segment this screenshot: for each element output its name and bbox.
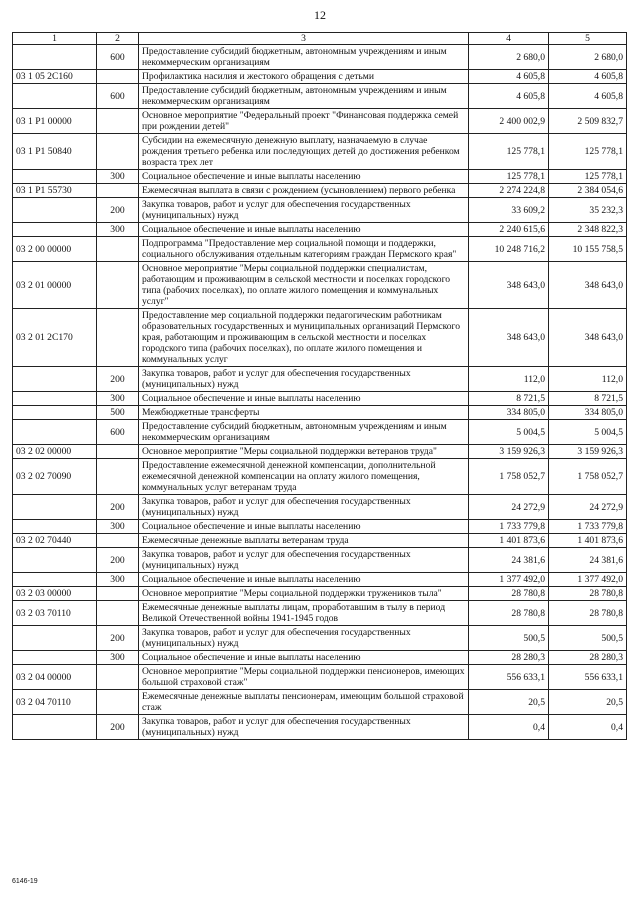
table-row xyxy=(13,223,627,237)
item-name: Социальное обеспечение и иные выплаты населению xyxy=(139,392,469,406)
expense-type-code: 200 xyxy=(97,626,139,651)
table-row xyxy=(13,548,627,573)
target-article-code xyxy=(13,84,97,109)
target-article-code xyxy=(13,420,97,445)
table-row xyxy=(13,573,627,587)
amount-year-2: 3 159 926,3 xyxy=(549,445,627,459)
item-name: Социальное обеспечение и иные выплаты населению xyxy=(139,573,469,587)
amount-year-2: 24 381,6 xyxy=(549,548,627,573)
amount-year-2: 28 780,8 xyxy=(549,587,627,601)
target-article-code: 03 2 03 00000 xyxy=(13,587,97,601)
expense-type-code: 300 xyxy=(97,520,139,534)
table-row xyxy=(13,309,627,367)
amount-year-1: 2 400 002,9 xyxy=(469,109,549,134)
amount-year-1: 348 643,0 xyxy=(469,309,549,367)
amount-year-1: 4 605,8 xyxy=(469,70,549,84)
expense-type-code xyxy=(97,690,139,715)
target-article-code xyxy=(13,392,97,406)
table-row xyxy=(13,651,627,665)
target-article-code: 03 2 04 70110 xyxy=(13,690,97,715)
table-body xyxy=(13,45,627,740)
table-header-row xyxy=(13,33,627,45)
item-name: Предоставление субсидий бюджетным, автономным учреждениям и иным некоммерческим организациям xyxy=(139,45,469,70)
amount-year-2: 24 272,9 xyxy=(549,495,627,520)
amount-year-2: 28 780,8 xyxy=(549,601,627,626)
target-article-code: 03 2 00 00000 xyxy=(13,237,97,262)
table-row xyxy=(13,715,627,740)
amount-year-1: 556 633,1 xyxy=(469,665,549,690)
item-name: Ежемесячная выплата в связи с рождением (усыновлением) первого ребенка xyxy=(139,184,469,198)
table-row xyxy=(13,459,627,495)
item-name: Основное мероприятие "Федеральный проект "Финансовая поддержка семей при рождении детей" xyxy=(139,109,469,134)
item-name: Субсидии на ежемесячную денежную выплату, назначаемую в случае рождения третьего ребенка или последующих детей до достижения ребенком возраста трех лет xyxy=(139,134,469,170)
amount-year-2: 125 778,1 xyxy=(549,134,627,170)
target-article-code: 03 2 02 00000 xyxy=(13,445,97,459)
expense-type-code xyxy=(97,134,139,170)
expense-type-code xyxy=(97,534,139,548)
amount-year-2: 10 155 758,5 xyxy=(549,237,627,262)
item-name: Предоставление ежемесячной денежной компенсации, дополнительной ежемесячной денежной компенсации на оплату жилого помещения, коммунальных услуг ветеранам труда xyxy=(139,459,469,495)
table-row xyxy=(13,237,627,262)
column-header: 5 xyxy=(549,33,627,45)
table-row xyxy=(13,520,627,534)
target-article-code: 03 1 P1 00000 xyxy=(13,109,97,134)
item-name: Основное мероприятие "Меры социальной поддержки пенсионеров, имеющих большой страховой стаж" xyxy=(139,665,469,690)
amount-year-2: 348 643,0 xyxy=(549,309,627,367)
amount-year-2: 0,4 xyxy=(549,715,627,740)
table-row xyxy=(13,587,627,601)
item-name: Предоставление субсидий бюджетным, автономным учреждениям и иным некоммерческим организациям xyxy=(139,84,469,109)
item-name: Закупка товаров, работ и услуг для обеспечения государственных (муниципальных) нужд xyxy=(139,715,469,740)
target-article-code: 03 2 01 2С170 xyxy=(13,309,97,367)
amount-year-2: 4 605,8 xyxy=(549,84,627,109)
table-row xyxy=(13,690,627,715)
table-row xyxy=(13,420,627,445)
expense-type-code: 300 xyxy=(97,573,139,587)
target-article-code xyxy=(13,651,97,665)
target-article-code: 03 2 04 00000 xyxy=(13,665,97,690)
expense-type-code: 200 xyxy=(97,715,139,740)
target-article-code xyxy=(13,548,97,573)
amount-year-2: 1 377 492,0 xyxy=(549,573,627,587)
amount-year-1: 28 280,3 xyxy=(469,651,549,665)
footer-code: 6146-19 xyxy=(12,878,38,885)
amount-year-2: 28 280,3 xyxy=(549,651,627,665)
table-row xyxy=(13,184,627,198)
table-row xyxy=(13,70,627,84)
target-article-code xyxy=(13,198,97,223)
item-name: Закупка товаров, работ и услуг для обеспечения государственных (муниципальных) нужд xyxy=(139,495,469,520)
amount-year-1: 1 758 052,7 xyxy=(469,459,549,495)
item-name: Закупка товаров, работ и услуг для обеспечения государственных (муниципальных) нужд xyxy=(139,198,469,223)
target-article-code xyxy=(13,367,97,392)
table-row xyxy=(13,445,627,459)
amount-year-1: 2 680,0 xyxy=(469,45,549,70)
amount-year-2: 125 778,1 xyxy=(549,170,627,184)
target-article-code xyxy=(13,170,97,184)
amount-year-2: 2 680,0 xyxy=(549,45,627,70)
item-name: Ежемесячные денежные выплаты ветеранам труда xyxy=(139,534,469,548)
expense-type-code xyxy=(97,309,139,367)
column-header: 4 xyxy=(469,33,549,45)
amount-year-1: 24 272,9 xyxy=(469,495,549,520)
column-header: 2 xyxy=(97,33,139,45)
amount-year-2: 1 733 779,8 xyxy=(549,520,627,534)
amount-year-2: 20,5 xyxy=(549,690,627,715)
amount-year-2: 556 633,1 xyxy=(549,665,627,690)
expense-type-code: 200 xyxy=(97,198,139,223)
table-row xyxy=(13,170,627,184)
item-name: Ежемесячные денежные выплаты лицам, проработавшим в тылу в период Великой Отечественной войны 1941-1945 годов xyxy=(139,601,469,626)
expense-type-code: 300 xyxy=(97,651,139,665)
amount-year-1: 20,5 xyxy=(469,690,549,715)
amount-year-1: 125 778,1 xyxy=(469,170,549,184)
item-name: Основное мероприятие "Меры социальной поддержки специалистам, работающим и проживающим в сельской местности и поселках городского типа (рабочих поселках), по оплате жилого помещения и коммунальных услуг" xyxy=(139,262,469,309)
amount-year-2: 1 401 873,6 xyxy=(549,534,627,548)
table-row xyxy=(13,84,627,109)
table-row xyxy=(13,392,627,406)
amount-year-1: 3 159 926,3 xyxy=(469,445,549,459)
amount-year-2: 500,5 xyxy=(549,626,627,651)
amount-year-2: 2 509 832,7 xyxy=(549,109,627,134)
item-name: Социальное обеспечение и иные выплаты населению xyxy=(139,223,469,237)
amount-year-1: 4 605,8 xyxy=(469,84,549,109)
item-name: Ежемесячные денежные выплаты пенсионерам, имеющим большой страховой стаж xyxy=(139,690,469,715)
amount-year-2: 348 643,0 xyxy=(549,262,627,309)
table-row xyxy=(13,367,627,392)
table-row xyxy=(13,134,627,170)
expense-type-code: 200 xyxy=(97,548,139,573)
item-name: Подпрограмма "Предоставление мер социальной помощи и поддержки, социального обслуживания отдельным категориям граждан Пермского края" xyxy=(139,237,469,262)
item-name: Социальное обеспечение и иные выплаты населению xyxy=(139,170,469,184)
target-article-code: 03 2 03 70110 xyxy=(13,601,97,626)
item-name: Предоставление субсидий бюджетным, автономным учреждениям и иным некоммерческим организациям xyxy=(139,420,469,445)
target-article-code xyxy=(13,406,97,420)
expense-type-code: 300 xyxy=(97,223,139,237)
table-row xyxy=(13,262,627,309)
target-article-code xyxy=(13,495,97,520)
amount-year-1: 33 609,2 xyxy=(469,198,549,223)
amount-year-1: 2 274 224,8 xyxy=(469,184,549,198)
amount-year-2: 2 348 822,3 xyxy=(549,223,627,237)
target-article-code: 03 1 P1 50840 xyxy=(13,134,97,170)
target-article-code xyxy=(13,223,97,237)
table-row xyxy=(13,109,627,134)
table-row xyxy=(13,601,627,626)
expense-type-code xyxy=(97,262,139,309)
expense-type-code: 600 xyxy=(97,420,139,445)
item-name: Профилактика насилия и жестокого обращения с детьми xyxy=(139,70,469,84)
expense-type-code: 200 xyxy=(97,367,139,392)
table-row xyxy=(13,495,627,520)
amount-year-1: 125 778,1 xyxy=(469,134,549,170)
expense-type-code: 600 xyxy=(97,45,139,70)
amount-year-2: 35 232,3 xyxy=(549,198,627,223)
item-name: Социальное обеспечение и иные выплаты населению xyxy=(139,520,469,534)
amount-year-1: 0,4 xyxy=(469,715,549,740)
expense-type-code: 600 xyxy=(97,84,139,109)
expense-type-code xyxy=(97,184,139,198)
target-article-code: 03 1 05 2С160 xyxy=(13,70,97,84)
amount-year-1: 112,0 xyxy=(469,367,549,392)
item-name: Закупка товаров, работ и услуг для обеспечения государственных (муниципальных) нужд xyxy=(139,626,469,651)
table-row xyxy=(13,45,627,70)
amount-year-1: 334 805,0 xyxy=(469,406,549,420)
target-article-code xyxy=(13,573,97,587)
expense-type-code xyxy=(97,459,139,495)
item-name: Предоставление мер социальной поддержки педагогическим работникам образовательных государственных и муниципальных организаций Пермского края, работающим и проживающим в сельской местности и поселках городского типа (рабочих поселках), по оплате жилого помещения и коммунальных услуг xyxy=(139,309,469,367)
table-row xyxy=(13,406,627,420)
amount-year-2: 1 758 052,7 xyxy=(549,459,627,495)
budget-table xyxy=(12,32,627,740)
amount-year-1: 28 780,8 xyxy=(469,601,549,626)
table-row xyxy=(13,534,627,548)
amount-year-1: 1 377 492,0 xyxy=(469,573,549,587)
expense-type-code: 500 xyxy=(97,406,139,420)
target-article-code xyxy=(13,520,97,534)
expense-type-code xyxy=(97,601,139,626)
amount-year-2: 4 605,8 xyxy=(549,70,627,84)
column-header: 1 xyxy=(13,33,97,45)
item-name: Основное мероприятие "Меры социальной поддержки ветеранов труда" xyxy=(139,445,469,459)
amount-year-2: 112,0 xyxy=(549,367,627,392)
expense-type-code xyxy=(97,70,139,84)
target-article-code: 03 2 01 00000 xyxy=(13,262,97,309)
item-name: Социальное обеспечение и иные выплаты населению xyxy=(139,651,469,665)
amount-year-1: 1 401 873,6 xyxy=(469,534,549,548)
expense-type-code xyxy=(97,445,139,459)
amount-year-1: 500,5 xyxy=(469,626,549,651)
target-article-code xyxy=(13,715,97,740)
amount-year-1: 348 643,0 xyxy=(469,262,549,309)
expense-type-code xyxy=(97,587,139,601)
amount-year-1: 28 780,8 xyxy=(469,587,549,601)
column-header: 3 xyxy=(139,33,469,45)
expense-type-code xyxy=(97,665,139,690)
expense-type-code xyxy=(97,237,139,262)
table-row xyxy=(13,665,627,690)
item-name: Закупка товаров, работ и услуг для обеспечения государственных (муниципальных) нужд xyxy=(139,367,469,392)
expense-type-code: 200 xyxy=(97,495,139,520)
amount-year-2: 5 004,5 xyxy=(549,420,627,445)
page-number: 12 xyxy=(314,8,326,22)
amount-year-2: 334 805,0 xyxy=(549,406,627,420)
table-row xyxy=(13,626,627,651)
amount-year-1: 8 721,5 xyxy=(469,392,549,406)
table-row xyxy=(13,198,627,223)
target-article-code xyxy=(13,45,97,70)
target-article-code: 03 1 P1 55730 xyxy=(13,184,97,198)
expense-type-code: 300 xyxy=(97,392,139,406)
amount-year-2: 8 721,5 xyxy=(549,392,627,406)
item-name: Межбюджетные трансферты xyxy=(139,406,469,420)
target-article-code: 03 2 02 70440 xyxy=(13,534,97,548)
target-article-code: 03 2 02 70090 xyxy=(13,459,97,495)
amount-year-2: 2 384 054,6 xyxy=(549,184,627,198)
item-name: Закупка товаров, работ и услуг для обеспечения государственных (муниципальных) нужд xyxy=(139,548,469,573)
expense-type-code xyxy=(97,109,139,134)
amount-year-1: 5 004,5 xyxy=(469,420,549,445)
target-article-code xyxy=(13,626,97,651)
amount-year-1: 24 381,6 xyxy=(469,548,549,573)
amount-year-1: 2 240 615,6 xyxy=(469,223,549,237)
amount-year-1: 1 733 779,8 xyxy=(469,520,549,534)
item-name: Основное мероприятие "Меры социальной поддержки тружеников тыла" xyxy=(139,587,469,601)
expense-type-code: 300 xyxy=(97,170,139,184)
amount-year-1: 10 248 716,2 xyxy=(469,237,549,262)
